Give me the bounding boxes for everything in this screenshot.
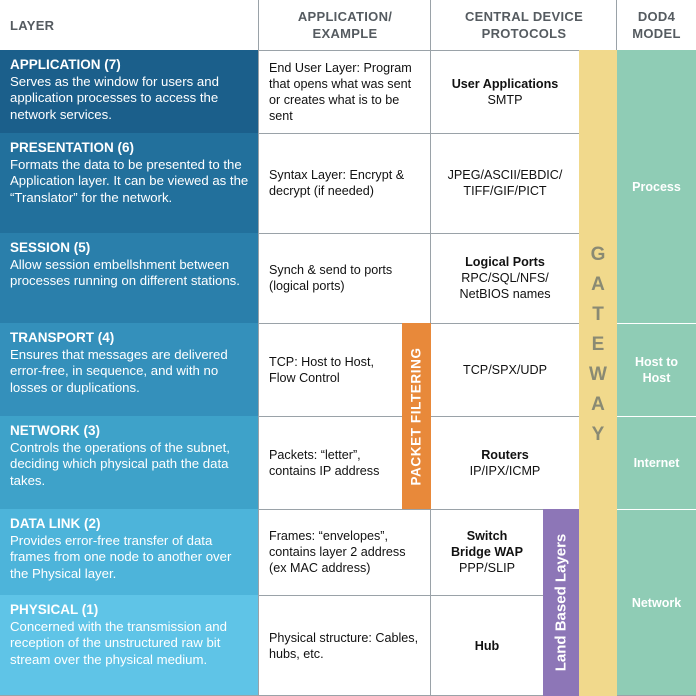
layer-description: Provides error-free transfer of data frames from one node to another over the Physical layer. — [10, 532, 232, 581]
protocol-device: User Applications — [451, 76, 559, 91]
layer-physical — [0, 595, 259, 696]
gateway-letter: T — [592, 304, 604, 325]
layer-name: SESSION (5) — [10, 240, 91, 255]
app-example-text: TCP: Host to Host, Flow Control — [269, 354, 374, 385]
protocol-session — [431, 233, 579, 323]
app-example-text: Packets: “letter”, contains IP address — [269, 447, 380, 478]
header-layer-label: LAYER — [10, 17, 55, 33]
land-based-layers-band — [543, 509, 579, 696]
dod4-network — [617, 509, 696, 696]
header-dod4-line1: DOD4 — [637, 9, 676, 24]
app-example-text: Frames: “envelopes”, contains layer 2 address (ex MAC address) — [269, 529, 406, 575]
layer-description: Concerned with the transmission and reception of the unstructured raw bit stream over the physical medium. — [10, 618, 227, 667]
layer-name: PHYSICAL (1) — [10, 602, 99, 617]
layer-name: DATA LINK (2) — [10, 516, 101, 531]
grid-line — [258, 509, 580, 510]
app-example-physical — [259, 595, 431, 696]
header-application-line2: EXAMPLE — [312, 26, 378, 41]
dod4-internet — [617, 416, 696, 509]
header-layer — [0, 0, 259, 50]
app-example-transport — [259, 323, 402, 416]
packet-filtering-band — [402, 323, 431, 509]
gateway-band — [579, 50, 617, 696]
dod4-label: Process — [632, 179, 681, 194]
app-example-presentation — [259, 133, 431, 233]
protocol-list: TCP/SPX/UDP — [463, 362, 547, 377]
header-application — [259, 0, 431, 50]
header-dod4 — [617, 0, 696, 50]
protocol-list: RPC/SQL/NFS/ NetBIOS names — [459, 271, 551, 301]
protocol-device: Hub — [474, 638, 500, 653]
protocol-device: Switch Bridge WAP — [450, 529, 524, 559]
protocol-device: Routers — [481, 447, 529, 462]
gateway-letter: G — [590, 244, 606, 265]
app-example-text: Syntax Layer: Encrypt & decrypt (if needed) — [269, 168, 405, 198]
header-protocols-line2: PROTOCOLS — [481, 26, 567, 41]
layer-transport — [0, 323, 259, 416]
layer-description: Serves as the window for users and application processes to access the network services. — [10, 73, 219, 122]
layer-application — [0, 50, 259, 133]
dod4-host-to-host — [617, 323, 696, 416]
layer-presentation — [0, 133, 259, 233]
grid-line — [258, 50, 617, 51]
gateway-letter: A — [591, 274, 605, 295]
grid-line — [617, 509, 696, 510]
dod4-label: Internet — [633, 455, 680, 470]
gateway-letter: E — [591, 334, 605, 355]
layer-description: Allow session embellshment between processes running on different stations. — [10, 256, 240, 288]
app-example-application — [259, 50, 431, 133]
header-protocols-line1: CENTRAL DEVICE — [464, 9, 584, 24]
protocol-presentation — [431, 133, 579, 233]
gateway-letter: W — [589, 364, 607, 385]
layer-name: PRESENTATION (6) — [10, 140, 135, 155]
layer-description: Formats the data to be presented to the Application layer. It can be viewed as the “Translator” for the network. — [10, 156, 249, 205]
protocol-list: IP/IPX/ICMP — [469, 463, 541, 478]
protocol-data-link — [431, 509, 543, 595]
protocol-device: Logical Ports — [465, 255, 545, 269]
grid-line — [258, 133, 580, 134]
protocol-list: JPEG/ASCII/EBDIC/ TIFF/GIF/PICT — [447, 168, 563, 198]
app-example-text: End User Layer: Program that opens what was sent or creates what is to be sent — [269, 60, 412, 123]
gateway-letter: A — [591, 394, 605, 415]
app-example-text: Synch & send to ports (logical ports) — [269, 263, 393, 293]
protocol-list: SMTP — [487, 92, 523, 107]
grid-line — [258, 233, 580, 234]
layer-description: Ensures that messages are delivered error-free, in sequence, and with no losses or duplications. — [10, 346, 228, 395]
grid-line — [617, 416, 696, 417]
protocol-transport — [431, 323, 579, 416]
layer-description: Controls the operations of the subnet, deciding which physical path the data takes. — [10, 439, 230, 488]
dod4-label: Host to Host — [634, 354, 679, 385]
app-example-network — [259, 416, 402, 509]
header-application-line1: APPLICATION/ — [297, 9, 393, 24]
grid-line — [258, 595, 580, 596]
protocol-application — [431, 50, 579, 133]
gateway-letter: Y — [591, 424, 605, 445]
dod4-process — [617, 50, 696, 323]
layer-session — [0, 233, 259, 323]
layer-data-link — [0, 509, 259, 595]
app-example-session — [259, 233, 431, 323]
layer-name: TRANSPORT (4) — [10, 330, 115, 345]
layer-name: NETWORK (3) — [10, 423, 100, 438]
packet-filtering-label: PACKET FILTERING — [409, 346, 424, 486]
grid-line — [617, 323, 696, 324]
grid-line — [258, 0, 259, 696]
app-example-data-link — [259, 509, 431, 595]
app-example-text: Physical structure: Cables, hubs, etc. — [269, 630, 419, 661]
protocol-physical — [431, 595, 543, 696]
protocol-network — [431, 416, 579, 509]
header-dod4-line2: MODEL — [632, 26, 681, 41]
dod4-label: Network — [631, 595, 682, 610]
header-protocols — [431, 0, 617, 50]
layer-network — [0, 416, 259, 509]
land-based-layers-label: Land Based Layers — [552, 533, 570, 672]
protocol-list: PPP/SLIP — [458, 561, 515, 575]
layer-name: APPLICATION (7) — [10, 57, 121, 72]
